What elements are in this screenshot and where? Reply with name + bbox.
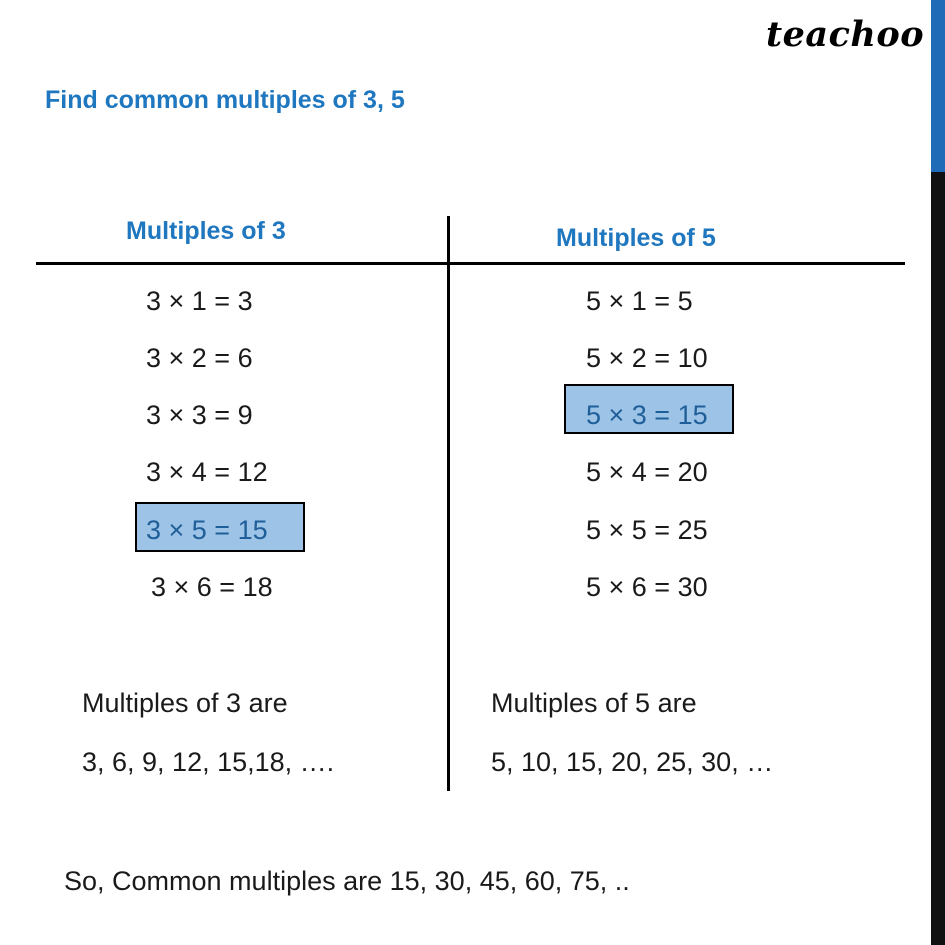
right-row-1: 5 × 1 = 5	[586, 286, 693, 316]
conclusion-text: So, Common multiples are 15, 30, 45, 60, 75, ..	[64, 866, 630, 896]
left-row-2: 3 × 2 = 6	[146, 343, 253, 373]
left-row-1: 3 × 1 = 3	[146, 286, 253, 316]
right-edge-accent	[931, 0, 945, 172]
page-title: Find common multiples of 3, 5	[45, 86, 405, 114]
right-summary-label: Multiples of 5 are	[491, 688, 697, 718]
table-vertical-divider	[447, 216, 450, 791]
header-multiples-of-3: Multiples of 3	[126, 217, 286, 245]
left-row-3: 3 × 3 = 9	[146, 400, 253, 430]
right-row-5: 5 × 5 = 25	[586, 515, 708, 545]
right-row-2: 5 × 2 = 10	[586, 343, 708, 373]
left-row-5-highlighted: 3 × 5 = 15	[146, 515, 268, 545]
left-summary-label: Multiples of 3 are	[82, 688, 288, 718]
left-summary-values: 3, 6, 9, 12, 15,18, ….	[82, 747, 335, 777]
table-horizontal-divider	[36, 262, 905, 265]
right-row-4: 5 × 4 = 20	[586, 457, 708, 487]
right-row-6: 5 × 6 = 30	[586, 572, 708, 602]
right-summary-values: 5, 10, 15, 20, 25, 30, …	[491, 747, 774, 777]
teachoo-logo: teachoo	[766, 14, 925, 55]
left-row-6: 3 × 6 = 18	[151, 572, 273, 602]
right-row-3-highlighted: 5 × 3 = 15	[586, 400, 708, 430]
left-row-4: 3 × 4 = 12	[146, 457, 268, 487]
header-multiples-of-5: Multiples of 5	[556, 224, 716, 252]
